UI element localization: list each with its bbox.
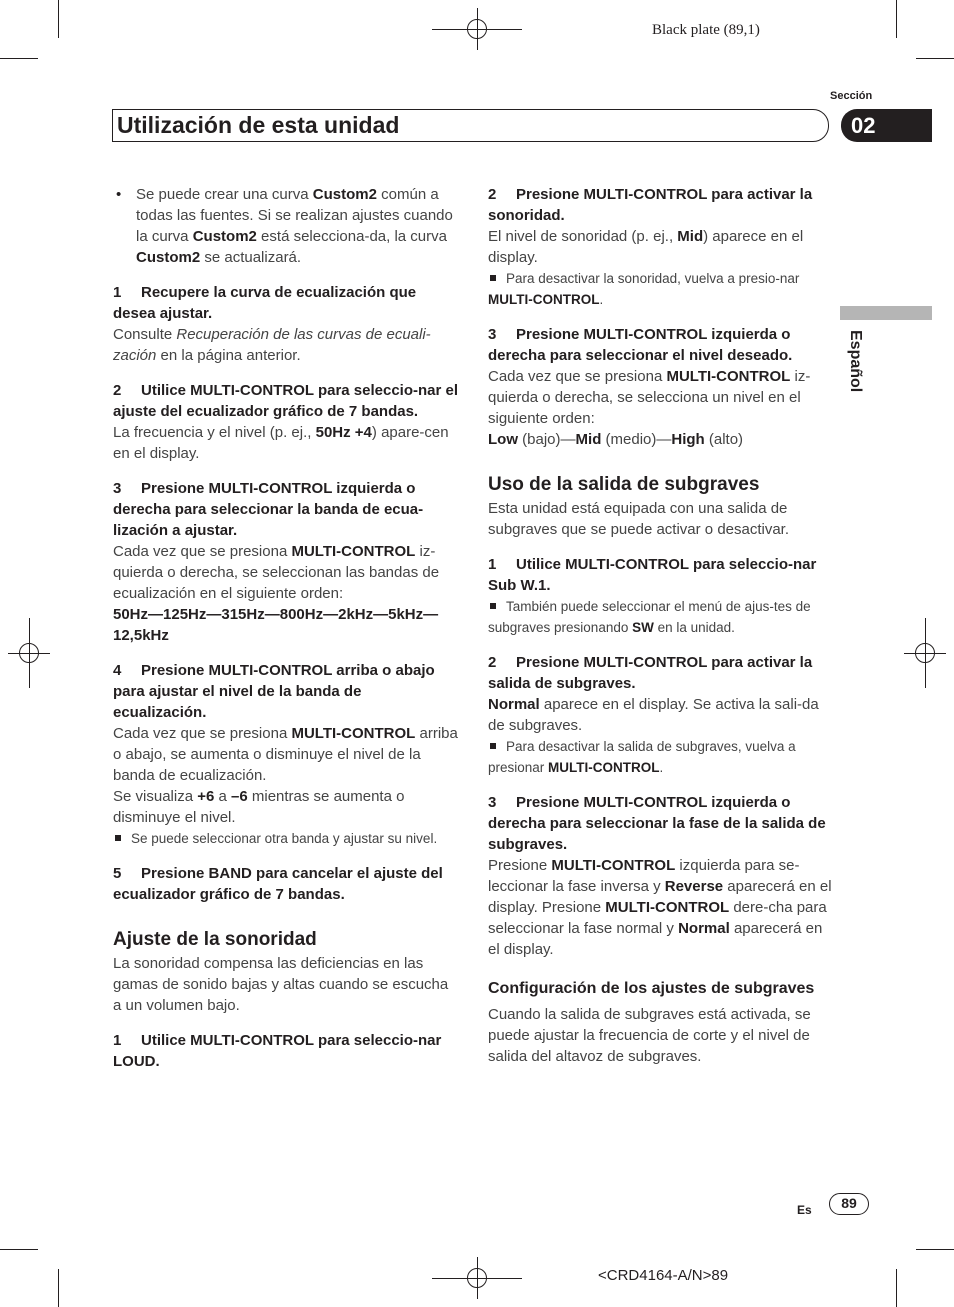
step-body: La frecuencia y el nivel (p. ej., 50Hz +4) apare-cen en el display.	[113, 424, 449, 462]
step-heading: 1 Utilice MULTI-CONTROL para seleccio-nar Sub W.1.	[488, 556, 817, 594]
note: Para desactivar la sonoridad, vuelva a presio-nar MULTI-CONTROL.	[488, 271, 800, 307]
crop-mark	[0, 58, 38, 59]
step-body: Presione MULTI-CONTROL izquierda para se-leccionar la fase inversa y Reverse aparecerá en el display. Presione MULTI-CONTROL dere-cha para seleccionar la fase normal y Normal aparecerá en el display.	[488, 857, 832, 958]
section-heading: Ajuste de la sonoridad	[113, 929, 317, 950]
crop-mark	[904, 653, 946, 654]
left-column	[113, 184, 458, 1072]
section-label: Sección	[830, 90, 873, 102]
crop-mark	[58, 1269, 59, 1307]
subsection-heading: Configuración de los ajustes de subgraves	[488, 980, 815, 997]
step-body: Se visualiza +6 a –6 mientras se aumenta o disminuye el nivel.	[113, 788, 405, 826]
crop-mark	[916, 58, 954, 59]
note: También puede seleccionar el menú de ajus-tes de subgraves presionando SW en la unidad.	[488, 599, 811, 635]
note: Se puede seleccionar otra banda y ajustar su nivel.	[113, 828, 458, 849]
doc-code: <CRD4164-A/N>89	[598, 1267, 729, 1284]
square-bullet-icon	[490, 743, 496, 749]
crop-mark	[58, 0, 59, 38]
step-heading: 5 Presione BAND para cancelar el ajuste del ecualizador gráfico de 7 bandas.	[113, 865, 443, 903]
crop-mark	[896, 0, 897, 38]
step-body: Cada vez que se presiona MULTI-CONTROL iz-quierda o derecha, se seleccionan las bandas de ecualización en el siguiente orden:	[113, 543, 440, 602]
crop-mark	[8, 653, 50, 654]
header-title: Utilización de esta unidad	[117, 112, 400, 138]
crop-mark	[896, 1269, 897, 1307]
step-heading: 1 Utilice MULTI-CONTROL para seleccio-nar LOUD.	[113, 1032, 442, 1070]
section-intro: Esta unidad está equipada con una salida de subgraves que se puede activar o desactivar.	[488, 500, 790, 538]
bullet-item: • Se puede crear una curva Custom2 común a todas las fuentes. Si se realizan ajustes cuando la curva Custom2 está selecciona-da, la curva Custom2 se actualizará.	[113, 184, 458, 268]
step-heading: 1 Recupere la curva de ecualización que desea ajustar.	[113, 284, 417, 322]
crop-mark	[477, 1257, 478, 1299]
step-body: Cada vez que se presiona MULTI-CONTROL arriba o abajo, se aumenta o disminuye el nivel de la banda de ecualización.	[113, 725, 458, 784]
plate-label: Black plate (89,1)	[652, 22, 760, 38]
step-body: Normal aparece en el display. Se activa la sali-da de subgraves.	[488, 696, 819, 734]
step-heading: 3 Presione MULTI-CONTROL izquierda o derecha para seleccionar la banda de ecua-lización a ajustar.	[113, 480, 424, 539]
step-body: Cada vez que se presiona MULTI-CONTROL iz-quierda o derecha, se selecciona un nivel en el siguiente orden:	[488, 368, 811, 427]
step-heading: 2 Presione MULTI-CONTROL para activar la salida de subgraves.	[488, 654, 813, 692]
band-order: 50Hz—125Hz—315Hz—800Hz—2kHz—5kHz—12,5kHz	[113, 606, 439, 644]
crop-mark	[477, 8, 478, 50]
step-heading: 2 Presione MULTI-CONTROL para activar la sonoridad.	[488, 186, 813, 224]
step-heading: 3 Presione MULTI-CONTROL izquierda o derecha para seleccionar el nivel deseado.	[488, 326, 793, 364]
footer-lang-code: Es	[797, 1203, 812, 1217]
subsection-body: Cuando la salida de subgraves está activada, se puede ajustar la frecuencia de corte y el nivel de salida del altavoz de subgraves.	[488, 1006, 811, 1065]
square-bullet-icon	[490, 603, 496, 609]
page-number: 89	[829, 1193, 869, 1215]
right-column	[488, 170, 833, 1067]
crop-mark	[0, 1249, 38, 1250]
step-body: Consulte Recuperación de las curvas de ecuali-zación en la página anterior.	[113, 326, 431, 364]
step-heading: 3 Presione MULTI-CONTROL izquierda o derecha para seleccionar la fase de la salida de subgraves.	[488, 794, 826, 853]
square-bullet-icon	[115, 835, 121, 841]
square-bullet-icon	[490, 275, 496, 281]
crop-mark	[916, 1249, 954, 1250]
note: Para desactivar la salida de subgraves, vuelva a presionar MULTI-CONTROL.	[488, 739, 796, 775]
level-order: Low (bajo)—Mid (medio)—High (alto)	[488, 431, 744, 448]
language-tab-bar	[840, 306, 932, 320]
language-tab: Español	[847, 330, 864, 393]
section-heading: Uso de la salida de subgraves	[488, 474, 760, 495]
section-number: 02	[841, 109, 932, 142]
step-heading: 2 Utilice MULTI-CONTROL para seleccio-nar el ajuste del ecualizador gráfico de 7 bandas.	[113, 382, 459, 420]
step-heading: 4 Presione MULTI-CONTROL arriba o abajo para ajustar el nivel de la banda de ecualización.	[113, 662, 435, 721]
step-body: El nivel de sonoridad (p. ej., Mid) aparece en el display.	[488, 228, 804, 266]
section-intro: La sonoridad compensa las deficiencias en las gamas de sonido bajas y altas cuando se escucha a un volumen bajo.	[113, 955, 449, 1014]
